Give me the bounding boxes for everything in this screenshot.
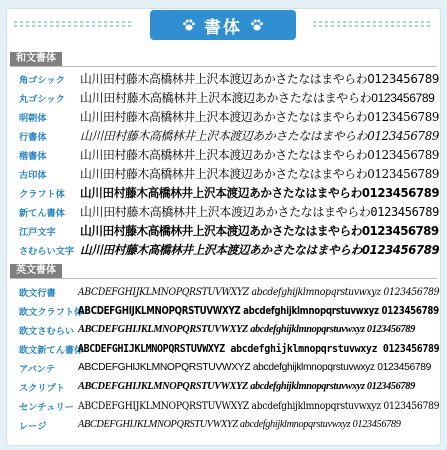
font-name: 欧文新てん書体 (19, 345, 84, 356)
font-sample: ABCDEFGHIJKLMNOPQRSTUVWXYZ abcdefghijklmnopqrstuvwxyz 0123456789 (78, 362, 432, 373)
font-sample: 山川田村藤木高橋林井上沢本渡辺あかさたなはまやらわ0123456789 (80, 224, 439, 238)
font-row (0, 416, 447, 434)
font-name: さむらい文字 (19, 246, 75, 257)
font-name: 欧文行書 (19, 288, 56, 299)
font-name: 欧文クラフト体 (19, 307, 84, 318)
font-name: 明朝体 (19, 113, 47, 124)
font-sample: 山川田村藤木高橋林井上沢本渡辺あかさたなはまやらわ0123456789 (80, 186, 440, 200)
font-row (0, 146, 447, 164)
font-row (0, 359, 447, 377)
font-sample: ABCDEFGHIJKLMNOPQRSTUVWXYZ abcdefghijklmnopqrstuvwxyz 0123456789 (78, 400, 440, 412)
font-name: スクリプト (19, 383, 65, 394)
font-row (0, 378, 447, 396)
font-row (0, 222, 447, 240)
font-row (0, 108, 447, 126)
font-name: 行書体 (19, 132, 47, 143)
section-label-english: 英文書体 (10, 264, 62, 278)
paw-icon (250, 18, 264, 32)
page-title: 書体 (204, 17, 242, 38)
font-sample: ABCDEFGHIJKLMNOPQRSTUVWXYZ abcdefghijklmnopqrstuvwxyz 0123456789 (78, 286, 440, 298)
section-divider (10, 278, 437, 279)
font-row (0, 127, 447, 145)
font-name: 新てん書体 (19, 208, 65, 219)
font-sample: ABCDEFGHIJKLMNOPQRSTUVWXYZ abcdefghijklmnopqrstuvwxyz 0123456789 (78, 305, 439, 317)
font-name: 楷書体 (19, 151, 47, 162)
font-name: クラフト体 (19, 189, 65, 200)
font-sample: 山川田村藤木高橋林井上沢本渡辺あかさたなはまやらわ0123456789 (80, 72, 440, 86)
font-row (0, 70, 447, 88)
font-sample: ABCDEFGHIJKLMNOPQRSTUVWXYZ abcdefghijklmnopqrstuvwxyz 0123456789 (78, 419, 401, 430)
font-row (0, 203, 447, 221)
paw-icon (182, 18, 196, 32)
font-sample: 山川田村藤木高橋林井上沢本渡辺あかさたなはまやらわ0123456789 (80, 129, 440, 143)
title-banner (150, 10, 296, 40)
font-name: 欧文さむらい (19, 326, 75, 337)
font-sample: 山川田村藤木高橋林井上沢本渡辺あかさたなはまやらわ0123456789 (80, 91, 435, 105)
font-row (0, 89, 447, 107)
decorative-stitch-right (313, 18, 433, 30)
section-divider (10, 66, 437, 67)
font-sample: ABCDEFGHIJKLMNOPQRSTUVWXYZ abcdefghijklmnopqrstuvwxyz 0123456789 (78, 381, 415, 392)
font-row (0, 283, 447, 301)
font-name: アバンテ (19, 364, 56, 375)
font-sample: 山川田村藤木高橋林井上沢本渡辺あかさたなはまやらわ0123456789 (80, 243, 440, 257)
decorative-stitch-left (14, 18, 134, 30)
font-sample: ABCDEFGHIJKLMNOPQRSTUVWXYZ abcdefghijklmnopqrstuvwxyz 0123456789 (78, 343, 440, 355)
font-name: レージ (19, 421, 47, 432)
font-sample: 山川田村藤木高橋林井上沢本渡辺あかさたなはまやらわ0123456789 (80, 167, 440, 181)
font-row (0, 397, 447, 415)
font-row (0, 165, 447, 183)
font-row (0, 340, 447, 358)
font-sample: 山川田村藤木高橋林井上沢本渡辺あかさたなはまやらわ0123456789 (80, 205, 439, 219)
section-label-japanese: 和文書体 (10, 52, 62, 66)
font-name: センチュリー (19, 402, 74, 413)
font-sample: 山川田村藤木高橋林井上沢本渡辺あかさたなはまやらわ0123456789 (80, 148, 440, 162)
font-row (0, 302, 447, 320)
font-name: 古印体 (19, 170, 47, 181)
font-sample: ABCDEFGHIJKLMNOPQRSTUVWXYZ abcdefghijklmnopqrstuvwxyz 0123456789 (78, 324, 415, 335)
font-name: 角ゴシック (19, 75, 65, 86)
font-name: 江戸文字 (19, 227, 56, 238)
font-row (0, 321, 447, 339)
font-row (0, 241, 447, 259)
font-row (0, 184, 447, 202)
font-name: 丸ゴシック (19, 94, 65, 105)
font-sample: 山川田村藤木高橋林井上沢本渡辺あかさたなはまやらわ0123456789 (80, 110, 440, 124)
